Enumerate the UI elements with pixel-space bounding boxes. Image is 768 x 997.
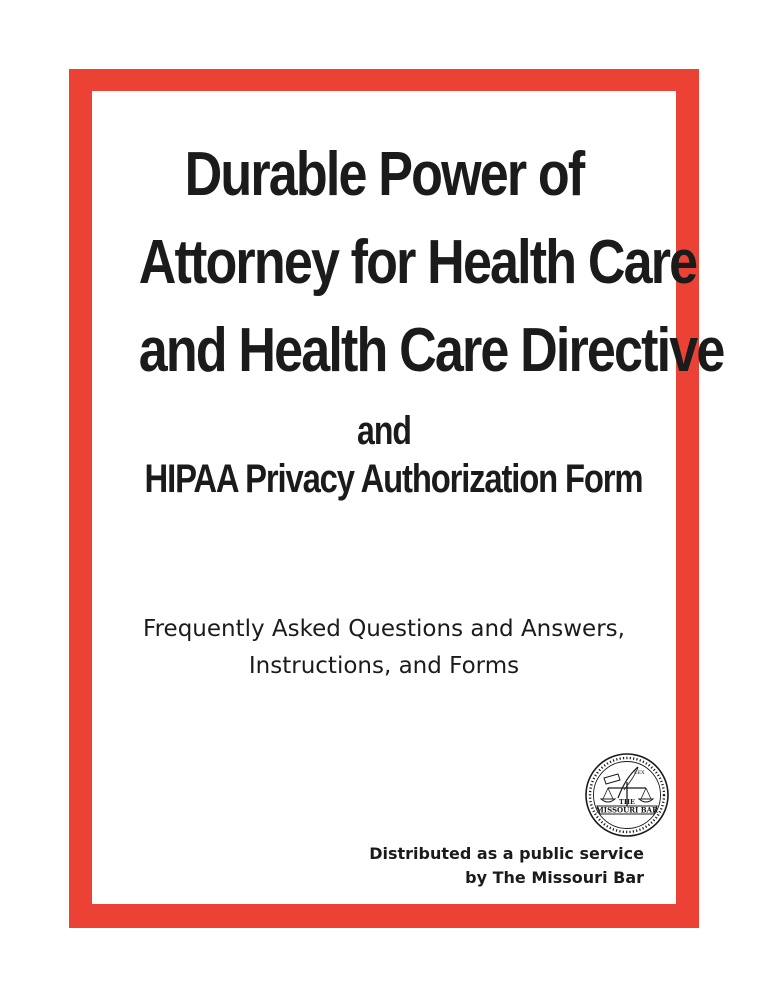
cover-border [69, 69, 724, 928]
cover-page [92, 91, 724, 904]
document-subtitle [92, 409, 676, 505]
seal-name-text: MISSOURI BAR [596, 805, 658, 815]
subtitle-hipaa-form: HIPAA Privacy Authorization Form [144, 457, 643, 501]
distribution-line-1: Distributed as a public service [369, 844, 644, 863]
title-line-3: and Health Care Directive [138, 316, 724, 385]
distribution-line-2: by The Missouri Bar [465, 868, 644, 887]
seal-lex-text: LEX [634, 770, 645, 776]
seal-the-text: THE [619, 798, 635, 806]
contents-description [92, 611, 676, 685]
contents-line-2: Instructions, and Forms [248, 653, 520, 679]
document-title [92, 131, 724, 395]
title-line-2: Attorney for Health Care [138, 228, 697, 297]
title-line-1: Durable Power of [184, 140, 584, 209]
subtitle-and: and [356, 409, 411, 453]
contents-line-1: Frequently Asked Questions and Answers, [143, 616, 625, 642]
missouri-bar-seal-icon [584, 752, 670, 838]
distribution-notice [369, 842, 644, 890]
